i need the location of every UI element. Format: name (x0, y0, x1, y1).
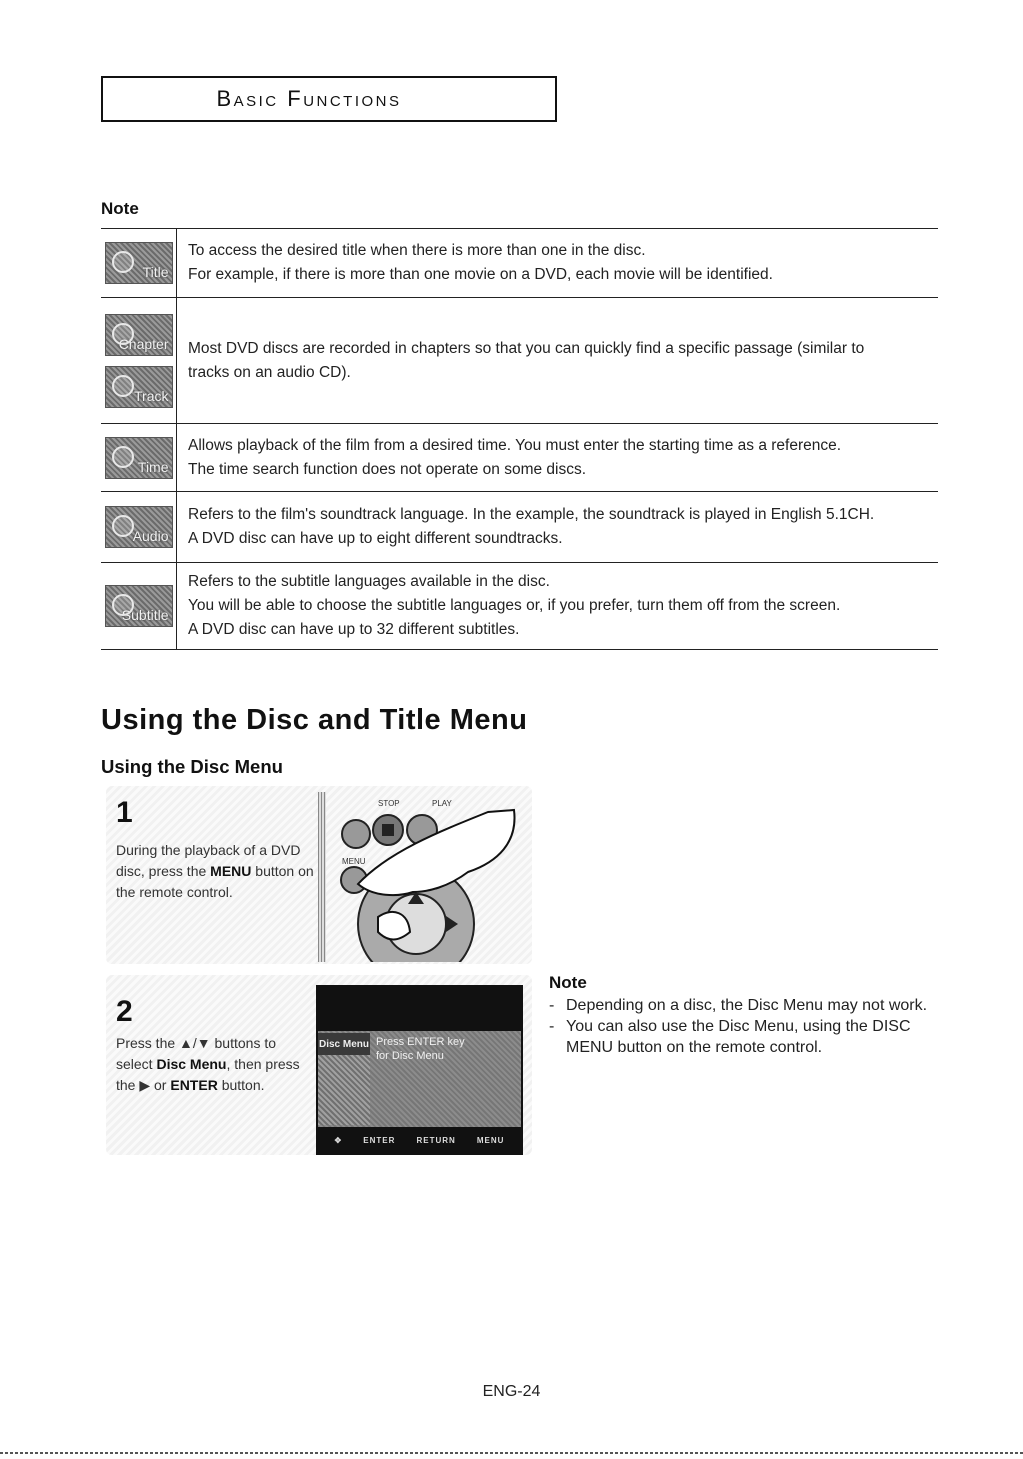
time-icon: Time (105, 437, 173, 479)
note-row-audio (101, 492, 938, 563)
stop-label: STOP (378, 799, 400, 808)
note-text-cell (177, 298, 938, 423)
note-line: To access the desired title when there is more than one in the disc. (188, 242, 646, 259)
note-table (101, 228, 938, 650)
remote-hand-icon (318, 792, 530, 962)
note-text-cell (177, 492, 938, 562)
section-header-box (101, 76, 557, 122)
section-header-title: Basic Functions (216, 86, 402, 111)
note-row-subtitle (101, 563, 938, 650)
note-icon-cell (101, 492, 177, 562)
menu-hint: MENU (476, 1135, 505, 1145)
bottom-rule (0, 1452, 1023, 1454)
note-icon-cell (101, 563, 177, 649)
disc-menu-tab: Disc Menu (318, 1033, 370, 1055)
note-text-cell (177, 424, 938, 491)
title-icon: Title (105, 242, 173, 284)
track-icon: Track (105, 366, 173, 408)
note-line: Allows playback of the film from a desired time. You must enter the starting time as a reference. (188, 436, 842, 454)
note-line: A DVD disc can have up to 32 different subtitles. (188, 621, 520, 638)
note-heading: Note (101, 199, 139, 218)
note-text-cell (177, 229, 938, 297)
section-title: Using the Disc and Title Menu (101, 704, 528, 736)
note-line: Most DVD discs are recorded in chapters so that you can quickly find a specific passage (similar to (188, 339, 865, 357)
screen-hint: Press ENTER key for Disc Menu (376, 1036, 465, 1062)
note-row-title (101, 229, 938, 298)
screen-bottom-bar (318, 1127, 521, 1153)
note-icon-cell (101, 424, 177, 491)
note-row-time (101, 424, 938, 492)
note-line: tracks on an audio CD). (188, 363, 351, 381)
note-item: - Depending on a disc, the Disc Menu may not work. (549, 995, 949, 1016)
step-2-panel (106, 975, 532, 1155)
note-line: Refers to the subtitle languages available in the disc. (188, 573, 550, 590)
step-2-number: 2 (116, 995, 133, 1028)
menu-label: MENU (342, 857, 366, 866)
screen-top-bar (318, 987, 521, 1031)
chapter-icon: Chapter (105, 314, 173, 356)
disc-menu-note-heading: Note (549, 973, 587, 992)
note-line: The time search function does not operate on some discs. (188, 460, 587, 478)
screen-sidebar-icons (318, 1055, 370, 1125)
note-icon-cell (101, 298, 177, 423)
note-item: - You can also use the Disc Menu, using the DISC MENU button on the remote control. (549, 1016, 949, 1058)
return-hint: RETURN (416, 1135, 456, 1145)
note-icon-cell (101, 229, 177, 297)
note-line: Refers to the film's soundtrack language. In the example, the soundtrack is played in English 5.1CH. (188, 506, 875, 523)
disc-menu-screen (316, 985, 523, 1155)
audio-icon: Audio (105, 506, 173, 548)
play-label: PLAY (432, 799, 452, 808)
nav-arrows-icon: ✥ (334, 1135, 343, 1145)
note-line: A DVD disc can have up to eight different soundtracks. (188, 530, 563, 547)
remote-control-illustration (318, 792, 530, 962)
step-1-text: During the playback of a DVD disc, press the MENU button on the remote control. (116, 842, 314, 900)
note-text-cell (177, 563, 938, 649)
note-line: You will be able to choose the subtitle languages or, if you prefer, turn them off from the screen. (188, 597, 841, 614)
note-line: For example, if there is more than one movie on a DVD, each movie will be identified. (188, 266, 773, 283)
step-1-panel (106, 786, 532, 964)
note-row-chapter (101, 298, 938, 424)
enter-hint: ENTER (363, 1135, 396, 1145)
subtitle-icon: Subtitle (105, 585, 173, 627)
step-2-text: Press the ▲/▼ buttons to select Disc Menu, then press the ▶ or ENTER button. (116, 1035, 300, 1093)
step-1-number: 1 (116, 796, 133, 829)
page-number: ENG-24 (482, 1383, 541, 1400)
disc-menu-note (549, 973, 949, 1058)
section-subtitle: Using the Disc Menu (101, 756, 283, 777)
